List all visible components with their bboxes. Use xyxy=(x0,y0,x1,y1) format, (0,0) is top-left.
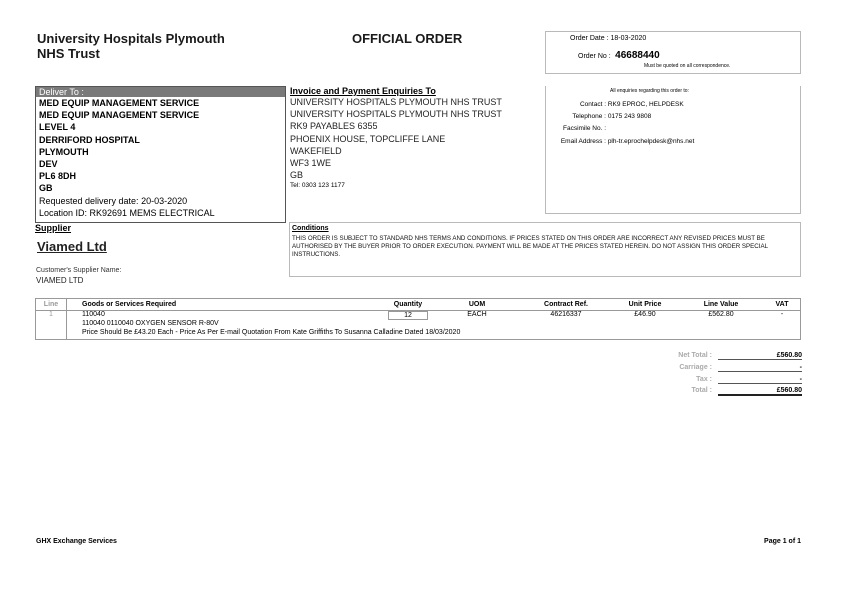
order-date-value: 18-03-2020 xyxy=(610,35,647,42)
cell-unit-price: £46.90 xyxy=(634,311,656,318)
conditions-box xyxy=(289,222,801,277)
invoice-tel: Tel: 0303 123 1177 xyxy=(290,182,345,190)
invoice-line: PHOENIX HOUSE, TOPCLIFFE LANE xyxy=(290,133,446,144)
deliver-line: GB xyxy=(39,183,53,194)
cell-line-value: £562.80 xyxy=(708,311,734,318)
page-number: Page 1 of 1 xyxy=(764,538,801,545)
cell-code: 110040 xyxy=(82,311,105,318)
order-no-row xyxy=(578,45,660,63)
conditions-text: THIS ORDER IS SUBJECT TO STANDARD NHS TERMS AND CONDITIONS. IF PRICES STATED ON THIS ORDER ARE INCORRECT ANY REVISED PRICES MUST BE AUTHORISED BY THE BUYER PRIOR TO ORDER EXECUTION. PAYMENT WILL BE MADE AT THE PRICES STATED HEREIN. DO NOT ASSIGN THIS ORDER SPECIAL INSTRUCTIONS. xyxy=(292,235,768,259)
customer-supplier-label: Customer's Supplier Name: xyxy=(36,267,122,274)
tax-value: - xyxy=(718,376,802,384)
col-header-contract: Contract Ref. xyxy=(520,299,612,311)
col-header-vat: VAT xyxy=(764,299,801,311)
cell-line: 1 xyxy=(36,311,67,321)
tax-label: Tax : xyxy=(696,376,712,383)
organisation-name xyxy=(37,31,225,61)
telephone-value: 0175 243 9808 xyxy=(607,113,652,120)
deliver-line: DEV xyxy=(39,159,58,170)
net-total-value: £560.80 xyxy=(718,352,802,360)
carriage-label: Carriage : xyxy=(679,364,712,371)
contact-label: Contact : xyxy=(579,101,606,108)
requested-delivery-date: Requested delivery date: 20-03-2020 xyxy=(39,195,188,206)
cell-quantity xyxy=(382,311,434,321)
net-total-label: Net Total : xyxy=(678,352,712,359)
invoice-heading: Invoice and Payment Enquiries To xyxy=(290,86,436,96)
telephone-label: Telephone : xyxy=(572,113,606,120)
document-title: OFFICIAL ORDER xyxy=(352,31,463,46)
footer-left: GHX Exchange Services xyxy=(36,538,117,545)
col-header-unit-price: Unit Price xyxy=(612,299,678,311)
deliver-to-heading: Deliver To : xyxy=(36,87,285,97)
col-header-quantity: Quantity xyxy=(382,299,434,311)
invoice-line: WF3 1WE xyxy=(290,158,332,169)
location-id: Location ID: RK92691 MEMS ELECTRICAL xyxy=(39,207,215,218)
order-items-table xyxy=(35,298,801,340)
table-header-row xyxy=(36,299,801,311)
col-header-line-value: Line Value xyxy=(678,299,764,311)
email-value[interactable]: plh-tr.eprochelpdesk@nhs.net xyxy=(607,138,695,145)
order-date-row xyxy=(570,34,646,43)
quote-note: Must be quoted on all correspondence. xyxy=(644,63,731,69)
invoice-line: UNIVERSITY HOSPITALS PLYMOUTH NHS TRUST xyxy=(290,109,502,120)
invoice-line: RK9 PAYABLES 6355 xyxy=(290,121,378,132)
invoice-line: WAKEFIELD xyxy=(290,145,342,156)
order-info-box xyxy=(545,31,801,74)
contact-box xyxy=(545,86,801,214)
deliver-line: DERRIFORD HOSPITAL xyxy=(39,134,140,145)
email-label: Email Address : xyxy=(560,138,606,145)
order-no-label: Order No : xyxy=(578,53,611,60)
supplier-heading: Supplier xyxy=(35,223,72,233)
total-label: Total : xyxy=(691,387,712,394)
conditions-heading: Conditions xyxy=(292,225,329,232)
deliver-line: MED EQUIP MANAGEMENT SERVICE xyxy=(39,110,200,121)
col-header-goods: Goods or Services Required xyxy=(67,299,383,311)
contact-value: RK9 EPROC, HELPDESK xyxy=(607,101,684,108)
deliver-line: MED EQUIP MANAGEMENT SERVICE xyxy=(39,98,200,108)
cell-uom: EACH xyxy=(467,311,487,318)
order-date-label: Order Date : xyxy=(570,35,609,42)
col-header-uom: UOM xyxy=(434,299,520,311)
deliver-line: LEVEL 4 xyxy=(39,122,76,133)
col-header-line: Line xyxy=(36,299,67,311)
total-value: £560.80 xyxy=(718,387,802,396)
invoice-address-box xyxy=(290,96,546,214)
enquiries-note: All enquiries regarding this order to: xyxy=(610,88,689,94)
fax-label: Facsimile No. : xyxy=(563,125,606,132)
cell-contract: 46216337 xyxy=(550,311,582,318)
order-no-value: 46688440 xyxy=(615,50,660,61)
table-row xyxy=(36,311,801,321)
org-line-1: University Hospitals Plymouth xyxy=(37,31,225,46)
customer-supplier-value: VIAMED LTD xyxy=(36,276,84,285)
email-row xyxy=(546,135,694,149)
invoice-line: UNIVERSITY HOSPITALS PLYMOUTH NHS TRUST xyxy=(290,97,502,107)
cell-description: 110040 0110040 OXYGEN SENSOR R-80V xyxy=(82,320,219,327)
deliver-to-box xyxy=(35,86,286,223)
cell-note: Price Should Be £43.20 Each - Price As Per E-mail Quotation From Kate Griffiths To Susanna Calladine Dated 18/03/2020 xyxy=(67,329,765,340)
deliver-line: PLYMOUTH xyxy=(39,146,89,157)
carriage-value: - xyxy=(718,364,802,372)
deliver-line: PL6 8DH xyxy=(39,171,77,182)
fax-row xyxy=(546,122,606,136)
invoice-line: GB xyxy=(290,170,304,181)
org-line-2: NHS Trust xyxy=(37,46,100,61)
cell-vat: - xyxy=(764,311,801,321)
supplier-name: Viamed Ltd xyxy=(37,239,107,254)
table-row-desc xyxy=(36,320,801,329)
quantity-value: 12 xyxy=(388,311,428,320)
table-row-note xyxy=(36,329,801,340)
